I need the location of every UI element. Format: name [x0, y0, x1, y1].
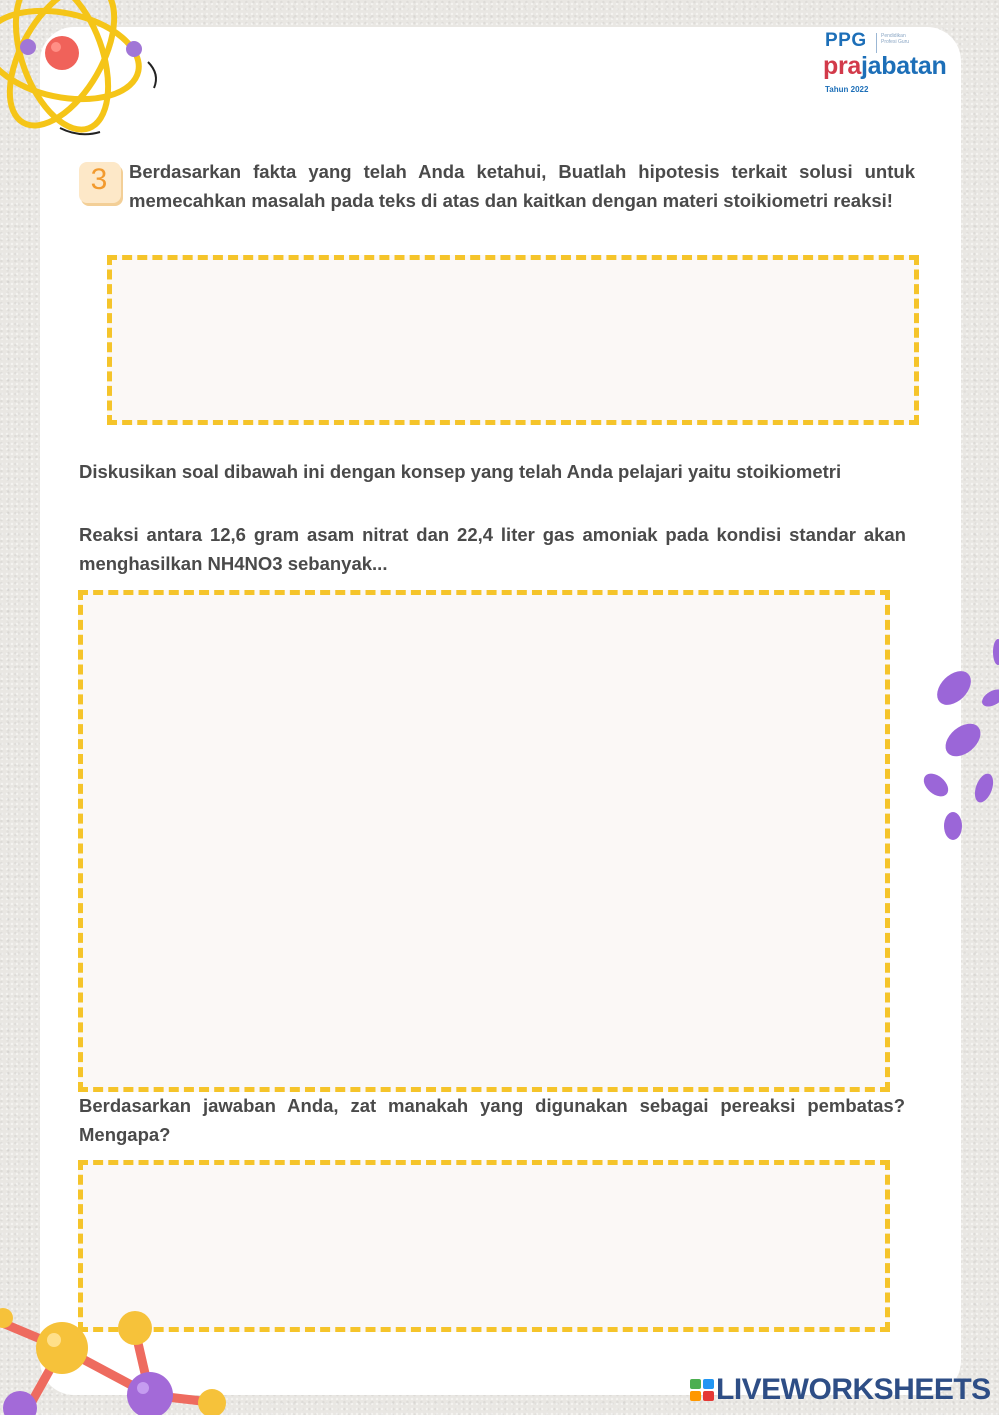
liveworksheets-logo-icon: [690, 1379, 716, 1403]
molecule-decoration-icon: [0, 1300, 235, 1415]
logo-pra: pra: [823, 52, 862, 80]
question-3-text: Berdasarkan fakta yang telah Anda ketahui, Buatlah hipotesis terkait solusi untuk memecahkan masalah pada teks di atas dan kaitkan dengan materi stoikiometri reaksi!: [129, 161, 915, 211]
question-number-badge: [79, 162, 121, 203]
logo-jabatan: jabatan: [861, 52, 947, 80]
followup-question-text: Berdasarkan jawaban Anda, zat manakah yang digunakan sebagai pereaksi pembatas? Mengapa?: [79, 1095, 905, 1145]
atom-decoration-icon: [0, 0, 170, 150]
liveworksheets-brand: LIVEWORKSHEETS: [716, 1373, 991, 1406]
logo-subtitle: Pendidikan Profesi Guru: [881, 33, 910, 45]
question-number: 3: [90, 163, 108, 196]
answer-box-calculation[interactable]: [78, 590, 890, 1092]
answer-box-hypothesis[interactable]: [107, 255, 919, 425]
problem-text: Reaksi antara 12,6 gram asam nitrat dan 22,4 liter gas amoniak pada kondisi standar akan menghasilkan NH4NO3 sebanyak...: [79, 524, 906, 574]
logo-prajabatan: [823, 52, 946, 81]
liveworksheets-footer: [688, 1372, 993, 1408]
logo-ppg-text: PPG: [825, 30, 867, 51]
discussion-heading: Diskusikan soal dibawah ini dengan konsep yang telah Anda pelajari yaitu stoikiometri: [79, 461, 842, 482]
purple-dots-decoration-icon: [918, 630, 999, 850]
logo-divider: [876, 33, 877, 53]
ppg-prajabatan-logo: [823, 30, 963, 100]
logo-year: Tahun 2022: [825, 85, 869, 94]
